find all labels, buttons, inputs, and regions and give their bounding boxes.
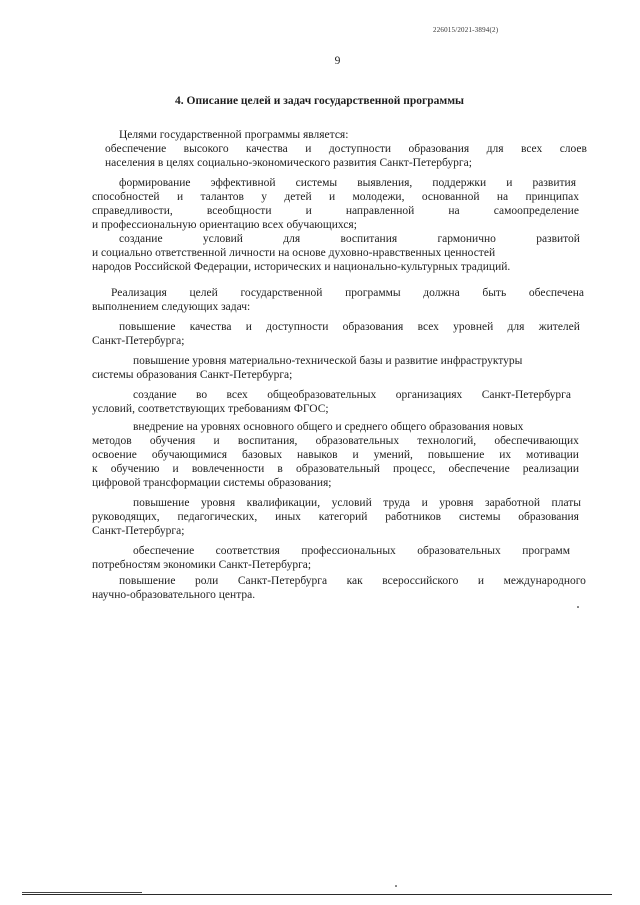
word: процесс, xyxy=(393,463,436,475)
word: качества xyxy=(246,143,288,155)
word: и xyxy=(506,177,513,189)
word: принципах xyxy=(525,191,579,203)
word: Санкт-Петербурга xyxy=(481,389,571,401)
word: и xyxy=(245,321,252,333)
word: образования xyxy=(342,321,404,333)
word: развитой xyxy=(536,233,580,245)
word: и xyxy=(305,143,312,155)
word: реализации xyxy=(522,463,579,475)
text-line: Санкт-Петербурга; xyxy=(92,335,185,347)
page-bottom-border-fragment xyxy=(22,892,142,893)
text-line xyxy=(133,496,581,510)
word: обучению xyxy=(110,463,160,475)
text-line xyxy=(92,510,579,524)
text-line xyxy=(105,142,587,156)
word: условий xyxy=(202,233,243,245)
word: Реализация xyxy=(111,287,167,299)
word: квалификации, xyxy=(246,497,321,509)
word: технологий, xyxy=(417,435,477,447)
word: и xyxy=(305,205,312,217)
word: и xyxy=(213,435,220,447)
word: международного xyxy=(503,575,586,587)
word: условий xyxy=(331,497,372,509)
text-line: выполнением следующих задач: xyxy=(92,301,251,313)
word: всеобщности xyxy=(206,205,272,217)
word: обеспечивающих xyxy=(494,435,579,447)
word: всех xyxy=(417,321,439,333)
word: к xyxy=(92,463,98,475)
scan-speck xyxy=(395,885,397,887)
word: организациях xyxy=(395,389,463,401)
word: и xyxy=(176,191,184,203)
word: молодежи, xyxy=(352,191,405,203)
text-line xyxy=(119,574,586,588)
word: и xyxy=(421,497,428,509)
word: высокого xyxy=(183,143,229,155)
word: для xyxy=(283,233,301,245)
text-line: повышение уровня материально-технической базы и развитие инфраструктуры xyxy=(133,355,523,367)
text-line xyxy=(92,204,579,218)
word: обучения xyxy=(149,435,196,447)
word: жителей xyxy=(538,321,580,333)
word: качества xyxy=(189,321,232,333)
word: доступности xyxy=(266,321,329,333)
word: повышение xyxy=(133,497,190,509)
word: создание xyxy=(119,233,163,245)
text-line: системы образования Санкт-Петербурга; xyxy=(92,369,293,381)
text-line xyxy=(92,462,579,476)
section-title: 4. Описание целей и задач государственной программы xyxy=(175,95,465,107)
word: гармонично xyxy=(437,233,496,245)
word: системы xyxy=(295,177,338,189)
text-line xyxy=(92,190,579,204)
word: повышение xyxy=(119,575,176,587)
word: платы xyxy=(551,497,581,509)
word: во xyxy=(195,389,208,401)
word: программы xyxy=(345,287,401,299)
word: уровней xyxy=(453,321,494,333)
word: уровня xyxy=(439,497,474,509)
word: должна xyxy=(423,287,460,299)
text-line: Санкт-Петербурга; xyxy=(92,525,185,537)
word: и xyxy=(352,449,359,461)
word: иных xyxy=(275,511,301,523)
text-line: условий, соответствующих требованиям ФГОС; xyxy=(92,403,329,415)
word: у xyxy=(261,191,268,203)
word: на xyxy=(496,191,509,203)
word: для xyxy=(486,143,504,155)
word: формирование xyxy=(119,177,191,189)
word: государственной xyxy=(240,287,323,299)
word: эффективной xyxy=(210,177,276,189)
word: образования xyxy=(408,143,470,155)
word: базовых xyxy=(241,449,283,461)
word: образовательных xyxy=(417,545,501,557)
word: основанной xyxy=(421,191,480,203)
word: Санкт-Петербурга xyxy=(237,575,328,587)
word: вовлеченности xyxy=(191,463,265,475)
word: повышение xyxy=(119,321,176,333)
text-line: и профессиональную ориентацию всех обучающихся; xyxy=(92,219,357,231)
word: роли xyxy=(195,575,219,587)
document-id: 226015/2021-3894(2) xyxy=(433,26,499,34)
word: как xyxy=(346,575,363,587)
word: и xyxy=(172,463,179,475)
scan-speck xyxy=(577,606,579,608)
word: их xyxy=(499,449,512,461)
text-line xyxy=(111,286,584,300)
word: умений, xyxy=(373,449,413,461)
word: талантов xyxy=(200,191,244,203)
word: общеобразовательных xyxy=(267,389,377,401)
text-line xyxy=(133,544,570,558)
word: всероссийского xyxy=(382,575,459,587)
word: доступности xyxy=(328,143,392,155)
word: на xyxy=(448,205,460,217)
word: целей xyxy=(189,287,218,299)
text-line: потребностям экономики Санкт-Петербурга; xyxy=(92,559,312,571)
word: обеспечение xyxy=(133,545,195,557)
word: уровня xyxy=(200,497,236,509)
text-line: народов Российской Федерации, исторических и национально-культурных традиций. xyxy=(92,261,511,273)
word: профессиональных xyxy=(301,545,396,557)
word: всех xyxy=(520,143,543,155)
word: обеспечена xyxy=(528,287,584,299)
word: образовательный xyxy=(295,463,380,475)
text-line xyxy=(119,176,576,190)
word: и xyxy=(328,191,336,203)
word: выявления, xyxy=(357,177,413,189)
word: обучающимися xyxy=(151,449,228,461)
word: и xyxy=(477,575,485,587)
word: развития xyxy=(532,177,576,189)
text-line xyxy=(133,388,571,402)
word: труда xyxy=(383,497,411,509)
word: образования xyxy=(518,511,579,523)
word: воспитания, xyxy=(237,435,298,447)
word: освоение xyxy=(92,449,137,461)
word: образовательных xyxy=(315,435,400,447)
word: слоев xyxy=(559,143,587,155)
word: быть xyxy=(482,287,507,299)
word: направленной xyxy=(345,205,415,217)
word: самоопределение xyxy=(493,205,579,217)
word: воспитания xyxy=(340,233,398,245)
word: методов xyxy=(92,435,132,447)
word: справедливости, xyxy=(92,205,173,217)
page-number: 9 xyxy=(334,55,341,67)
word: категорий xyxy=(318,511,368,523)
word: мотивации xyxy=(526,449,579,461)
text-line xyxy=(119,232,580,246)
word: навыков xyxy=(297,449,338,461)
text-line: научно-образовательного центра. xyxy=(92,589,256,601)
word: обеспечение xyxy=(105,143,167,155)
text-line: населения в целях социально-экономического развития Санкт-Петербурга; xyxy=(105,157,472,169)
word: обеспечение xyxy=(448,463,510,475)
text-line: Целями государственной программы является: xyxy=(119,129,349,141)
text-line: внедрение на уровнях основного общего и среднего общего образования новых xyxy=(133,421,524,433)
text-line: цифровой трансформации системы образования; xyxy=(92,477,332,489)
text-line: и социально ответственной личности на основе духовно-нравственных ценностей xyxy=(92,247,496,259)
word: детей xyxy=(284,191,312,203)
text-line xyxy=(119,320,580,334)
word: системы xyxy=(458,511,501,523)
word: руководящих, xyxy=(92,511,160,523)
text-line xyxy=(92,434,579,448)
word: заработной xyxy=(484,497,540,509)
word: для xyxy=(507,321,525,333)
word: поддержки xyxy=(432,177,487,189)
word: повышение xyxy=(427,449,485,461)
word: соответствия xyxy=(215,545,280,557)
word: педагогических, xyxy=(177,511,258,523)
word: работников xyxy=(385,511,442,523)
word: создание xyxy=(133,389,177,401)
word: программ xyxy=(522,545,570,557)
word: всех xyxy=(226,389,248,401)
page-bottom-border xyxy=(22,894,612,895)
word: в xyxy=(277,463,283,475)
word: способностей xyxy=(92,191,160,203)
text-line xyxy=(92,448,579,462)
